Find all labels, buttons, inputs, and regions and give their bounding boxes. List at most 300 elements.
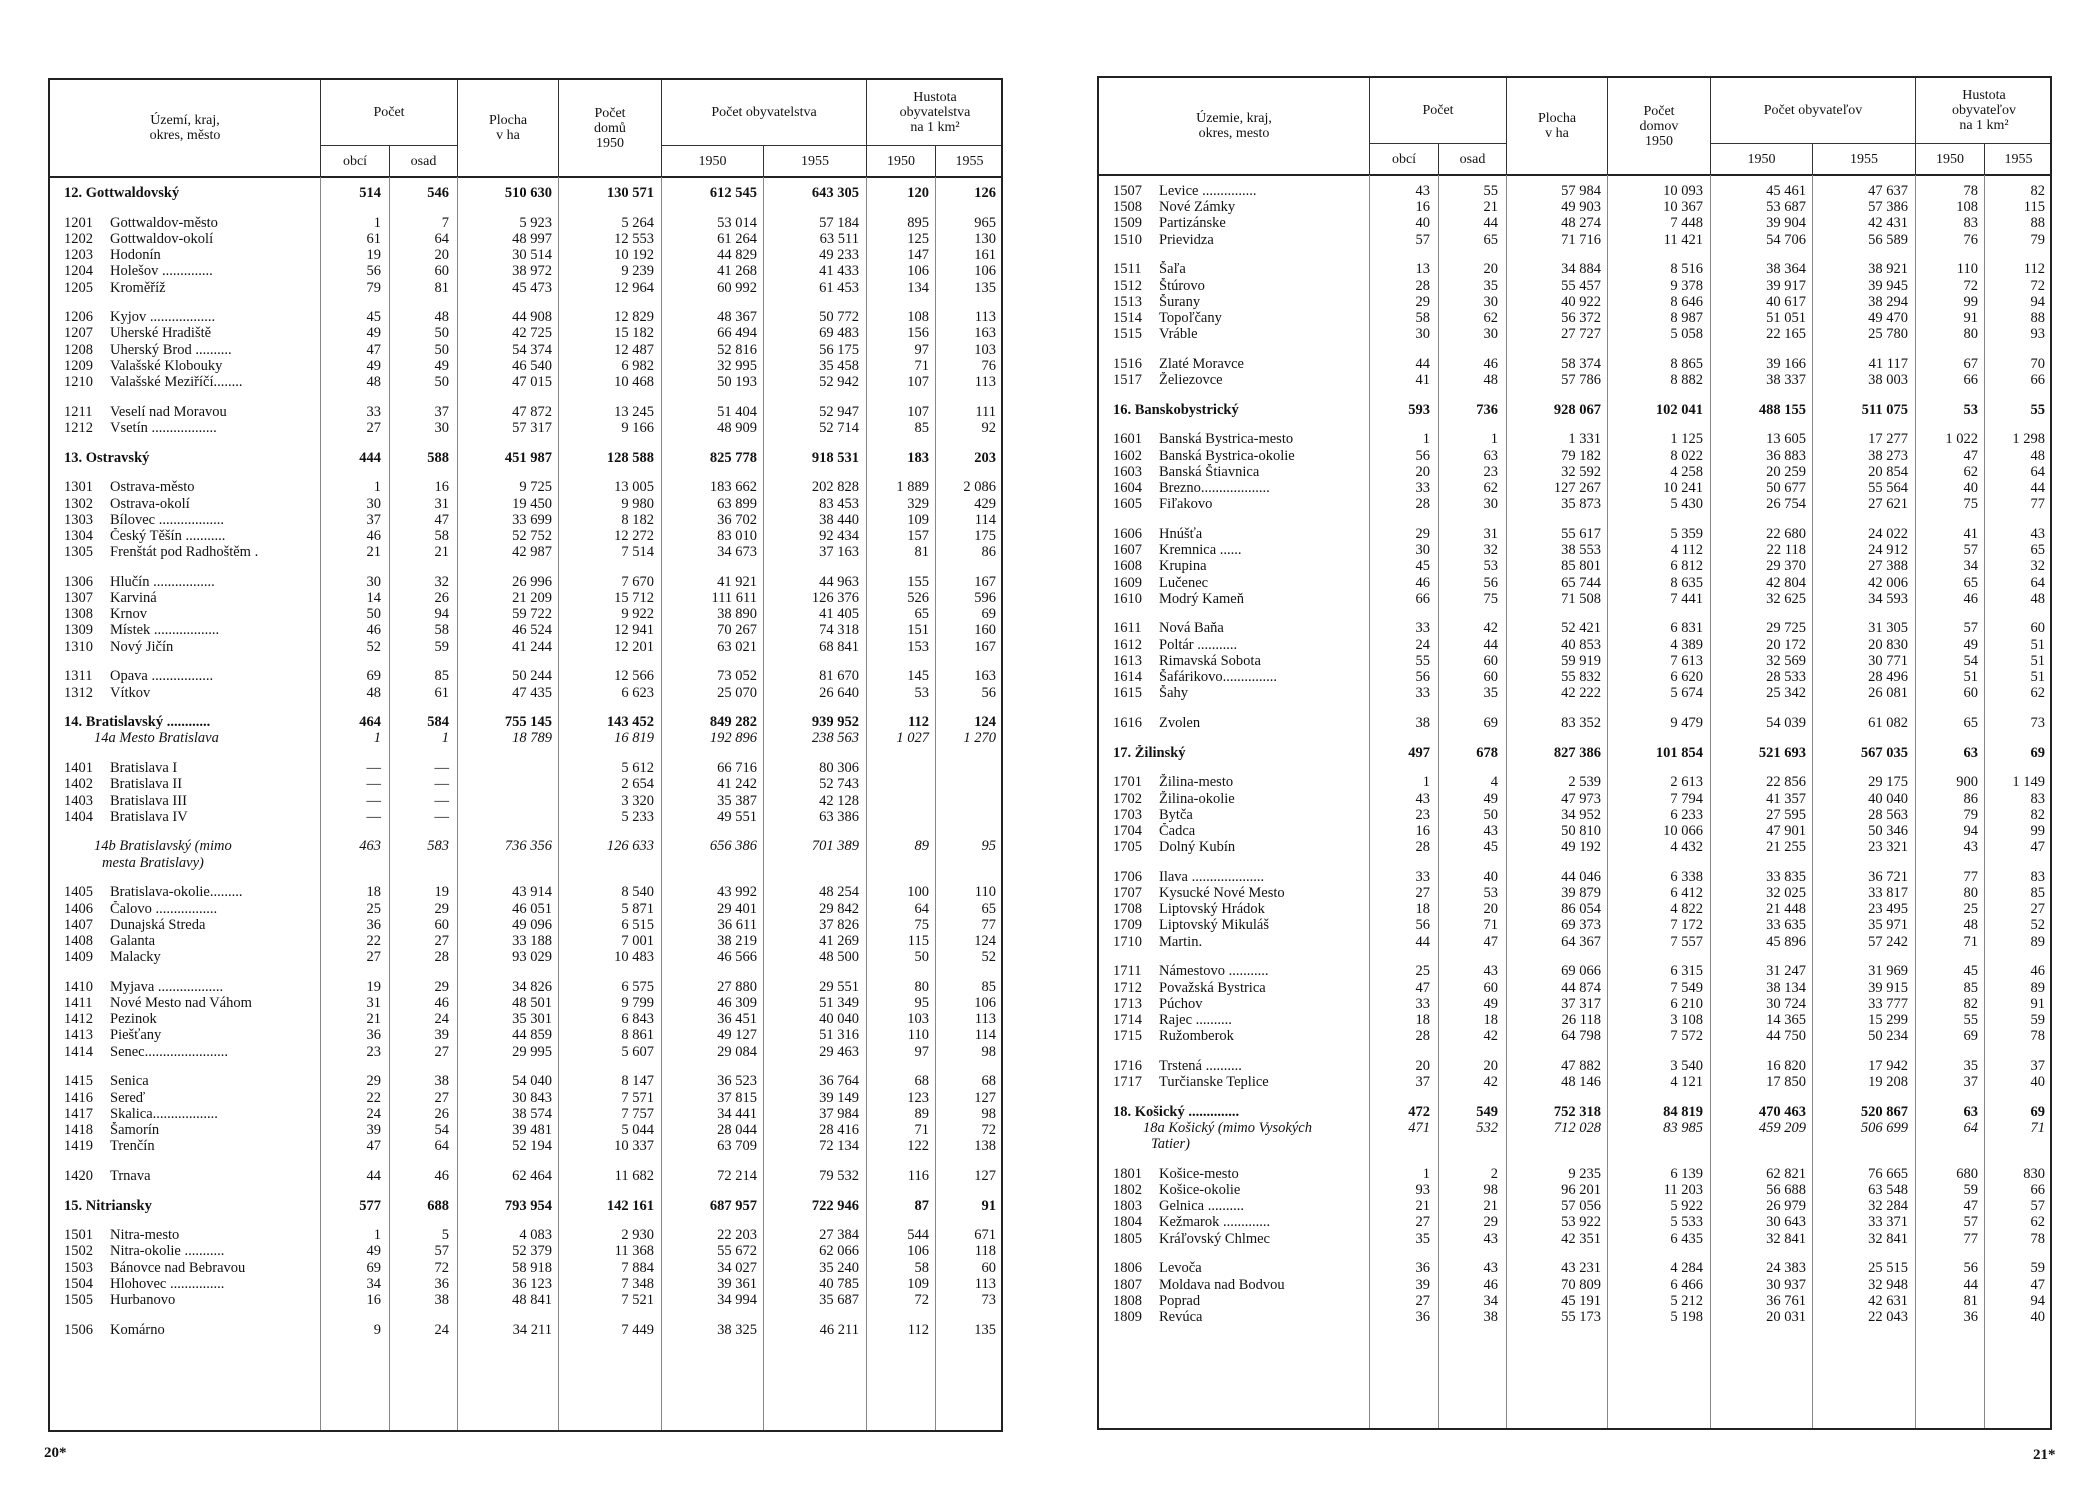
cell-value: 57 bbox=[1963, 620, 1978, 637]
cell-value: 113 bbox=[974, 374, 996, 390]
cell-value: 27 621 bbox=[1868, 496, 1908, 513]
cell-value: 463 bbox=[359, 838, 381, 855]
cell-value: 17 942 bbox=[1868, 1057, 1908, 1074]
cell-value: 29 bbox=[366, 1073, 381, 1090]
cell-value: 29 725 bbox=[1766, 620, 1806, 637]
cell-value: 31 bbox=[1483, 525, 1498, 542]
table-row bbox=[1099, 526, 2050, 543]
cell-value: 48 367 bbox=[717, 309, 757, 326]
cell-value: 83 453 bbox=[819, 495, 859, 512]
cell-value: 25 342 bbox=[1766, 685, 1806, 702]
district-code: 1310 bbox=[64, 638, 93, 655]
cell-value: 19 450 bbox=[512, 495, 552, 512]
cell-value: 8 516 bbox=[1670, 261, 1703, 278]
cell-value: 3 540 bbox=[1670, 1057, 1703, 1074]
cell-value: 49 233 bbox=[819, 247, 859, 264]
cell-value: 48 bbox=[1483, 372, 1498, 388]
cell-value: 44 874 bbox=[1561, 979, 1601, 996]
cell-value: 58 bbox=[914, 1259, 929, 1276]
cell-value: 49 192 bbox=[1561, 839, 1601, 856]
table-row bbox=[1099, 1120, 2050, 1137]
cell-value: 47 bbox=[2030, 1276, 2045, 1293]
cell-value: 40 785 bbox=[819, 1275, 859, 1292]
cell-value: 153 bbox=[907, 638, 929, 655]
cell-value: 47 882 bbox=[1561, 1057, 1601, 1074]
cell-value: 47 901 bbox=[1766, 822, 1806, 839]
territory-name: Hnúšťa bbox=[1159, 525, 1203, 542]
cell-value: 34 673 bbox=[717, 544, 757, 561]
cell-value: 21 448 bbox=[1766, 901, 1806, 918]
table-row bbox=[1099, 575, 2050, 592]
cell-value: 65 bbox=[2030, 542, 2045, 559]
district-code: 1402 bbox=[64, 776, 93, 793]
table-row bbox=[1099, 496, 2050, 513]
cell-value: 80 bbox=[1963, 326, 1978, 343]
cell-value: 28 416 bbox=[819, 1121, 859, 1138]
cell-value: 57 bbox=[1963, 542, 1978, 559]
cell-value: 74 318 bbox=[819, 622, 859, 639]
cell-value: 37 815 bbox=[717, 1089, 757, 1106]
territory-name: Zlaté Moravce bbox=[1159, 355, 1244, 372]
territory-name: Valašské Meziříčí........ bbox=[110, 374, 243, 390]
table-row bbox=[50, 1011, 1001, 1028]
table-row bbox=[50, 838, 1001, 855]
table-row bbox=[1099, 620, 2050, 637]
cell-value: 58 918 bbox=[512, 1259, 552, 1276]
cell-value: 31 305 bbox=[1868, 620, 1908, 637]
cell-value: 680 bbox=[1956, 1165, 1978, 1182]
cell-value: 52 743 bbox=[819, 776, 859, 793]
cell-value: 73 bbox=[981, 1292, 996, 1308]
cell-value: 18 bbox=[1483, 1011, 1498, 1028]
right-page bbox=[1043, 0, 2086, 1501]
cell-value: 21 bbox=[1483, 1198, 1498, 1215]
territory-name: Brezno................... bbox=[1159, 480, 1270, 496]
table-row bbox=[1099, 480, 2050, 497]
cell-value: 16 820 bbox=[1766, 1057, 1806, 1074]
cell-value: 51 316 bbox=[819, 1027, 859, 1044]
cell-value: 49 bbox=[434, 357, 449, 374]
cell-value: 9 799 bbox=[621, 995, 654, 1011]
cell-value: 36 bbox=[1415, 1260, 1430, 1277]
cell-value: 57 bbox=[1963, 1214, 1978, 1231]
cell-value: 99 bbox=[1963, 293, 1978, 310]
cell-value: 52 752 bbox=[512, 527, 552, 544]
district-code: 1414 bbox=[64, 1043, 93, 1060]
district-code: 1615 bbox=[1113, 685, 1142, 702]
table-row bbox=[1099, 807, 2050, 824]
territory-name: Veselí nad Moravou bbox=[110, 403, 227, 420]
cell-value: 50 346 bbox=[1868, 822, 1908, 839]
cell-value: 96 201 bbox=[1561, 1182, 1601, 1198]
cell-value: 50 bbox=[434, 374, 449, 390]
territory-name: Nitra-okolie ........... bbox=[110, 1243, 225, 1260]
territory-name: Gottwaldov-město bbox=[110, 214, 218, 231]
cell-value: 92 bbox=[981, 419, 996, 436]
territory-name: Bánovce nad Bebravou bbox=[110, 1259, 246, 1276]
territory-name: Bratislava II bbox=[110, 776, 183, 793]
cell-value: 57 184 bbox=[819, 214, 859, 231]
cell-value: 1 889 bbox=[896, 479, 929, 496]
cell-value: 57 bbox=[1415, 231, 1430, 248]
cell-value: 1 022 bbox=[1945, 431, 1978, 448]
region-name: 14. Bratislavský ............ bbox=[64, 714, 211, 731]
cell-value: 71 bbox=[2030, 1119, 2045, 1136]
cell-value: 2 613 bbox=[1670, 774, 1703, 791]
table-row bbox=[1099, 1074, 2050, 1091]
cell-value: 28 bbox=[1415, 839, 1430, 856]
cell-value: 65 bbox=[1483, 231, 1498, 248]
cell-value: 46 211 bbox=[819, 1321, 859, 1338]
cell-value: 78 bbox=[2030, 1230, 2045, 1247]
cell-value: 825 778 bbox=[709, 449, 757, 466]
district-code: 1208 bbox=[64, 341, 93, 358]
cell-value: 56 bbox=[1415, 669, 1430, 685]
cell-value: 47 637 bbox=[1868, 183, 1908, 199]
cell-value: 38 219 bbox=[717, 932, 757, 949]
cell-value: 26 081 bbox=[1868, 685, 1908, 702]
district-code: 1515 bbox=[1113, 326, 1142, 343]
cell-value: 24 bbox=[1415, 636, 1430, 653]
left-table-header bbox=[50, 80, 1001, 178]
cell-value: 6 515 bbox=[621, 916, 654, 933]
cell-value: 37 bbox=[434, 403, 449, 420]
cell-value: 35 bbox=[1483, 277, 1498, 294]
district-code: 1701 bbox=[1113, 774, 1142, 791]
cell-value: 103 bbox=[974, 341, 996, 358]
cell-value: 71 bbox=[1483, 917, 1498, 934]
cell-value: 33 bbox=[1415, 868, 1430, 885]
cell-value: 167 bbox=[974, 638, 996, 655]
cell-value: 21 bbox=[1415, 1198, 1430, 1215]
territory-name: Šafárikovo............... bbox=[1159, 669, 1277, 685]
cell-value: 78 bbox=[2030, 1028, 2045, 1045]
cell-value: 42 804 bbox=[1766, 574, 1806, 591]
cell-value: 75 bbox=[914, 916, 929, 933]
cell-value: 39 879 bbox=[1561, 885, 1601, 901]
cell-value: 39 917 bbox=[1766, 277, 1806, 294]
cell-value: 57 984 bbox=[1561, 183, 1601, 199]
cell-value: 4 121 bbox=[1670, 1074, 1703, 1090]
territory-name: 14b Bratislavský (mimo bbox=[94, 838, 232, 855]
cell-value: 59 722 bbox=[512, 606, 552, 623]
cell-value: 497 bbox=[1408, 744, 1430, 761]
table-row bbox=[1099, 669, 2050, 686]
cell-value: 30 bbox=[1483, 326, 1498, 343]
cell-value: 5 674 bbox=[1670, 685, 1703, 702]
cell-value: 23 bbox=[1415, 806, 1430, 823]
cell-value: 6 982 bbox=[621, 357, 654, 374]
cell-value: 122 bbox=[907, 1138, 929, 1155]
cell-value: 12 553 bbox=[614, 230, 654, 247]
cell-value: 62 bbox=[2030, 1214, 2045, 1231]
cell-value: 89 bbox=[914, 838, 929, 855]
cell-value: 656 386 bbox=[709, 838, 757, 855]
district-code: 1506 bbox=[64, 1321, 93, 1338]
territory-name: Nová Baňa bbox=[1159, 620, 1224, 637]
cell-value: 111 bbox=[975, 403, 996, 420]
cell-value: 32 569 bbox=[1766, 652, 1806, 669]
district-code: 1511 bbox=[1113, 261, 1142, 278]
territory-name: Vítkov bbox=[110, 684, 151, 701]
cell-value: 526 bbox=[907, 590, 929, 606]
cell-value: 48 501 bbox=[512, 995, 552, 1011]
cell-value: 99 bbox=[2030, 822, 2045, 839]
cell-value: 60 bbox=[1483, 652, 1498, 669]
district-code: 1406 bbox=[64, 900, 93, 917]
cell-value: 38 574 bbox=[512, 1105, 552, 1122]
cell-value: 54 bbox=[1963, 652, 1978, 669]
cell-value: 29 bbox=[1415, 293, 1430, 310]
cell-value: 32 948 bbox=[1868, 1276, 1908, 1293]
cell-value: 35 240 bbox=[819, 1259, 859, 1276]
cell-value: 69 bbox=[981, 606, 996, 623]
cell-value: 84 819 bbox=[1663, 1103, 1703, 1120]
district-code: 1607 bbox=[1113, 542, 1142, 559]
cell-value: 64 798 bbox=[1561, 1028, 1601, 1045]
cell-value: 12 272 bbox=[614, 527, 654, 544]
cell-value: 39 166 bbox=[1766, 355, 1806, 372]
cell-value: 49 096 bbox=[512, 916, 552, 933]
cell-value: 22 118 bbox=[1766, 542, 1806, 559]
cell-value: 53 bbox=[1483, 558, 1498, 575]
table-row bbox=[1099, 1214, 2050, 1231]
cell-value: 22 bbox=[366, 932, 381, 949]
table-row bbox=[1099, 869, 2050, 886]
cell-value: 65 bbox=[1963, 714, 1978, 731]
cell-value: 34 027 bbox=[717, 1259, 757, 1276]
cell-value: 849 282 bbox=[709, 714, 757, 731]
cell-value: 49 470 bbox=[1868, 309, 1908, 326]
cell-value: 30 724 bbox=[1766, 995, 1806, 1012]
district-code: 1210 bbox=[64, 374, 93, 390]
cell-value: 29 084 bbox=[717, 1043, 757, 1060]
cell-value: 108 bbox=[907, 309, 929, 326]
cell-value: 42 006 bbox=[1868, 574, 1908, 591]
table-row bbox=[1099, 996, 2050, 1013]
cell-value: 27 595 bbox=[1766, 806, 1806, 823]
table-row bbox=[1099, 839, 2050, 856]
cell-value: 35 458 bbox=[819, 357, 859, 374]
territory-name: Nitra-mesto bbox=[110, 1227, 180, 1244]
cell-value: 163 bbox=[974, 668, 996, 685]
cell-value: 50 bbox=[914, 949, 929, 966]
cell-value: 65 bbox=[914, 606, 929, 623]
cell-value: 46 309 bbox=[717, 995, 757, 1011]
cell-value: 55 bbox=[1415, 652, 1430, 669]
territory-name: Ružomberok bbox=[1159, 1028, 1234, 1045]
cell-value: 1 bbox=[1422, 774, 1430, 791]
cell-value: 671 bbox=[974, 1227, 996, 1244]
cell-value: 39 149 bbox=[819, 1089, 859, 1106]
cell-value: 63 511 bbox=[819, 230, 859, 247]
cell-value: 38 553 bbox=[1561, 542, 1601, 559]
district-code: 1305 bbox=[64, 544, 93, 561]
cell-value: 5 233 bbox=[621, 808, 654, 825]
cell-value: 37 826 bbox=[819, 916, 859, 933]
cell-value: 16 bbox=[1415, 199, 1430, 216]
cell-value: 34 441 bbox=[717, 1105, 757, 1122]
cell-value: — bbox=[366, 808, 381, 825]
cell-value: 69 bbox=[2030, 1103, 2045, 1120]
cell-value: 36 451 bbox=[717, 1011, 757, 1028]
cell-value: 4 258 bbox=[1670, 463, 1703, 480]
territory-name: Trnava bbox=[110, 1167, 151, 1184]
cell-value: 28 bbox=[1415, 1028, 1430, 1045]
cell-value: 30 937 bbox=[1766, 1276, 1806, 1293]
table-row bbox=[1099, 637, 2050, 654]
territory-name: Bratislava III bbox=[110, 792, 187, 809]
cell-value: 31 bbox=[434, 495, 449, 512]
region-row bbox=[1099, 745, 2050, 762]
district-code: 1405 bbox=[64, 884, 93, 901]
cell-value: 40 040 bbox=[819, 1011, 859, 1028]
cell-value: 49 bbox=[1483, 790, 1498, 807]
cell-value: 29 463 bbox=[819, 1043, 859, 1060]
cell-value: 54 bbox=[434, 1121, 449, 1138]
cell-value: 27 384 bbox=[819, 1227, 859, 1244]
district-code: 1401 bbox=[64, 760, 93, 777]
cell-value: 63 548 bbox=[1868, 1182, 1908, 1198]
cell-value: 63 021 bbox=[717, 638, 757, 655]
cell-value: 26 bbox=[434, 1105, 449, 1122]
cell-value: 95 bbox=[981, 838, 996, 855]
cell-value: 36 bbox=[1415, 1308, 1430, 1325]
territory-name: Skalica.................. bbox=[110, 1105, 218, 1122]
cell-value: 42 351 bbox=[1561, 1230, 1601, 1247]
cell-value: 60 bbox=[981, 1259, 996, 1276]
cell-value: 54 374 bbox=[512, 341, 552, 358]
cell-value: 444 bbox=[359, 449, 381, 466]
territory-name: Bratislava-okolie......... bbox=[110, 884, 243, 901]
cell-value: 114 bbox=[974, 511, 996, 528]
cell-value: 16 bbox=[434, 479, 449, 496]
cell-value: 97 bbox=[914, 1043, 929, 1060]
cell-value: 24 bbox=[366, 1105, 381, 1122]
district-code: 1801 bbox=[1113, 1165, 1142, 1182]
cell-value: 65 bbox=[1963, 574, 1978, 591]
cell-value: 13 245 bbox=[614, 403, 654, 420]
table-row bbox=[50, 1292, 1001, 1309]
territory-name: Šamorín bbox=[110, 1121, 160, 1138]
cell-value: 10 483 bbox=[614, 949, 654, 966]
cell-value: 66 bbox=[1415, 590, 1430, 607]
table-row bbox=[50, 901, 1001, 918]
territory-name: Ostrava-okolí bbox=[110, 495, 190, 512]
cell-value: 60 bbox=[1483, 669, 1498, 685]
cell-value: 85 bbox=[2030, 885, 2045, 901]
cell-value: 56 175 bbox=[819, 341, 859, 358]
cell-value: 26 996 bbox=[512, 573, 552, 590]
header-houses: Počet domů 1950 bbox=[594, 105, 626, 151]
territory-name: Uherské Hradiště bbox=[110, 325, 212, 342]
cell-value: 167 bbox=[974, 573, 996, 590]
cell-value: 12 964 bbox=[614, 279, 654, 296]
cell-value: 47 bbox=[366, 341, 381, 358]
cell-value: 109 bbox=[907, 511, 929, 528]
table-row bbox=[50, 1276, 1001, 1293]
cell-value: 85 801 bbox=[1561, 558, 1601, 575]
territory-name: Valašské Klobouky bbox=[110, 357, 223, 374]
cell-value: 8 182 bbox=[621, 511, 654, 528]
cell-value: 39 bbox=[366, 1121, 381, 1138]
district-code: 1409 bbox=[64, 949, 93, 966]
cell-value: 16 819 bbox=[614, 730, 654, 747]
cell-value: 85 bbox=[981, 978, 996, 995]
cell-value: 30 bbox=[366, 495, 381, 512]
header-pop-1950: 1950 bbox=[698, 153, 727, 169]
territory-name: Piešťany bbox=[110, 1027, 162, 1044]
table-row bbox=[50, 358, 1001, 375]
cell-value: 41 117 bbox=[1868, 355, 1908, 372]
cell-value: 66 bbox=[2030, 372, 2045, 388]
district-code: 1604 bbox=[1113, 480, 1142, 496]
header-density-1950: 1950 bbox=[887, 153, 915, 169]
cell-value: 4 bbox=[1490, 774, 1498, 791]
cell-value: 79 182 bbox=[1561, 447, 1601, 464]
cell-value: 183 bbox=[907, 449, 929, 466]
cell-value: 22 856 bbox=[1766, 774, 1806, 791]
cell-value: 113 bbox=[974, 1011, 996, 1028]
cell-value: 63 709 bbox=[717, 1138, 757, 1155]
cell-value: 64 bbox=[2030, 463, 2045, 480]
cell-value: 47 bbox=[434, 511, 449, 528]
district-code: 1608 bbox=[1113, 558, 1142, 575]
cell-value: 17 850 bbox=[1766, 1074, 1806, 1090]
cell-value: 57 bbox=[434, 1243, 449, 1260]
cell-value: 120 bbox=[907, 185, 929, 201]
cell-value: 34 884 bbox=[1561, 261, 1601, 278]
territory-name: Kráľovský Chlmec bbox=[1159, 1230, 1270, 1247]
table-row bbox=[1099, 1028, 2050, 1045]
cell-value: 45 461 bbox=[1766, 183, 1806, 199]
cell-value: 29 175 bbox=[1868, 774, 1908, 791]
cell-value: 67 bbox=[1963, 355, 1978, 372]
cell-value: 50 bbox=[366, 606, 381, 623]
territory-name: Gottwaldov-okolí bbox=[110, 230, 214, 247]
cell-value: 106 bbox=[974, 263, 996, 280]
table-row bbox=[50, 760, 1001, 777]
cell-value: 29 bbox=[1483, 1214, 1498, 1231]
table-row bbox=[50, 590, 1001, 607]
cell-value: 567 035 bbox=[1860, 744, 1908, 761]
cell-value: 6 315 bbox=[1670, 963, 1703, 980]
cell-value: 33 777 bbox=[1868, 995, 1908, 1012]
table-row bbox=[1099, 1198, 2050, 1215]
district-code: 1417 bbox=[64, 1105, 93, 1122]
territory-name: Bratislava IV bbox=[110, 808, 188, 825]
cell-value: 72 bbox=[981, 1121, 996, 1138]
header-density: Hustota obyvatelstva na 1 km² bbox=[899, 89, 971, 135]
table-row bbox=[1099, 1182, 2050, 1199]
cell-value: 70 809 bbox=[1561, 1276, 1601, 1293]
cell-value: 29 bbox=[434, 900, 449, 917]
cell-value: 29 551 bbox=[819, 978, 859, 995]
cell-value: 64 bbox=[2030, 574, 2045, 591]
cell-value: 30 bbox=[1483, 496, 1498, 513]
cell-value: 20 259 bbox=[1766, 463, 1806, 480]
cell-value: 5 044 bbox=[621, 1121, 654, 1138]
cell-value: 24 bbox=[434, 1011, 449, 1028]
cell-value: 21 255 bbox=[1766, 839, 1806, 856]
cell-value: 5 612 bbox=[621, 760, 654, 777]
cell-value: 39 361 bbox=[717, 1275, 757, 1292]
cell-value: 102 041 bbox=[1655, 401, 1703, 418]
cell-value: 37 317 bbox=[1561, 995, 1601, 1012]
table-row bbox=[50, 479, 1001, 496]
district-code: 1713 bbox=[1113, 995, 1142, 1012]
cell-value: 52 379 bbox=[512, 1243, 552, 1260]
